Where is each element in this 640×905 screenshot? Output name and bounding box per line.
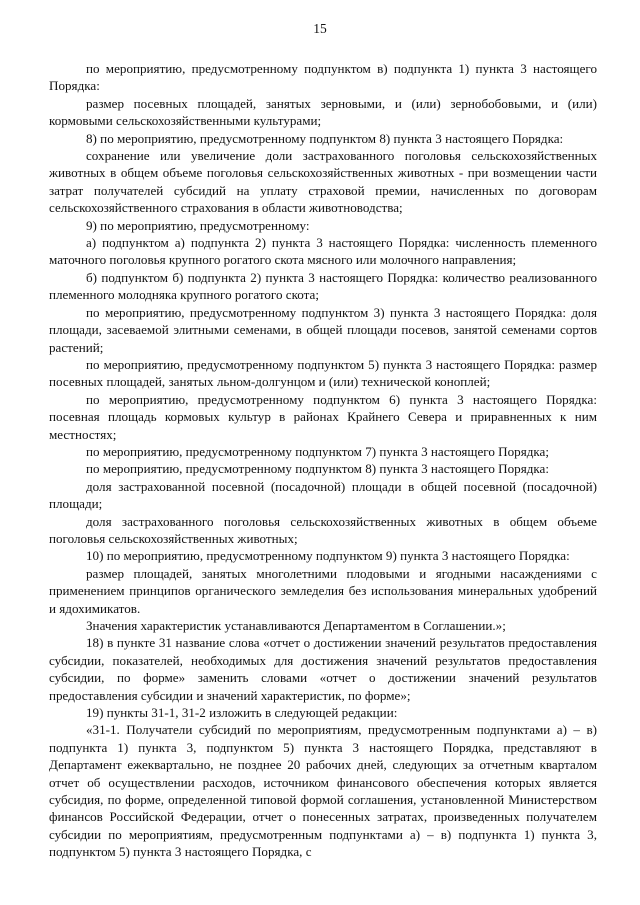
paragraph: а) подпунктом а) подпункта 2) пункта 3 настоящего Порядка: численность племенного маточного поголовья крупного рогатого скота мясного или молочного направления; <box>49 235 597 268</box>
paragraph: 10) по мероприятию, предусмотренному подпунктом 9) пункта 3 настоящего Порядка: <box>86 548 570 564</box>
paragraph: по мероприятию, предусмотренному подпунктом 6) пункта 3 настоящего Порядка: посевная площадь кормовых культур в районах Крайнего Севера и приравненных к ним местностях; <box>49 391 597 442</box>
paragraph: 19) пункты 31-1, 31-2 изложить в следующей редакции: <box>86 705 398 721</box>
paragraph: по мероприятию, предусмотренному подпунктом 3) пункта 3 настоящего Порядка: доля площади, засеваемой элитными семенами, в общей площади посевов, занятой семенами сортов растений; <box>49 304 597 355</box>
page-number: 15 <box>313 21 327 36</box>
paragraph: 18) в пункте 31 название слова «отчет о достижении значений результатов предоставления субсидии, показателей, необходимых для достижения значений результатов предоставления субсидии, по форме» заменить словами «отчет о достижении значений результатов предоставления субсидии и значений характеристик, по форме»; <box>49 635 597 703</box>
paragraph: Значения характеристик устанавливаются Департаментом в Соглашении.»; <box>86 618 506 633</box>
paragraph: 9) по мероприятию, предусмотренному: <box>86 217 310 233</box>
paragraph: «31-1. Получатели субсидий по мероприятиям, предусмотренным подпунктами а) – в) подпункта 1) пункта 3, подпунктом 5) пункта 3 настоящего Порядка, представляют в Департамент ежеквартально, не позднее 20 рабочих дней, следующих за отчетным кварталом отчет об осуществлении расходов, источником финансового обеспечения которых является субсидия, по форме, определенной типовой формой соглашения, установленной Министерством финансов Российской Федерации, отчет о понесенных затратах, произведенных получателем субсидии по мероприятиям, предусмотренным подпунктами а) – в) подпункта 1) пункта 3, подпунктом 5) пункта 3 настоящего Порядка, с <box>49 722 597 860</box>
paragraph: по мероприятию, предусмотренному подпунктом 5) пункта 3 настоящего Порядка: размер посевных площадей, занятых льном-долгунцом и (или) технической коноплей; <box>49 356 597 390</box>
paragraph: доля застрахованной посевной (посадочной) площади в общей посевной (посадочной) площади; <box>49 478 597 512</box>
document-body <box>49 60 597 861</box>
paragraph: 8) по мероприятию, предусмотренному подпунктом 8) пункта 3 настоящего Порядка: <box>86 130 564 146</box>
paragraph: по мероприятию, предусмотренному подпунктом 8) пункта 3 настоящего Порядка: <box>86 461 550 477</box>
paragraph: размер площадей, занятых многолетними плодовыми и ягодными насаждениями с применением принципов органического земледелия без использования минеральных удобрений и ядохимикатов. <box>49 565 597 616</box>
paragraph: по мероприятию, предусмотренному подпунктом 7) пункта 3 настоящего Порядка; <box>86 443 550 459</box>
paragraph: доля застрахованного поголовья сельскохозяйственных животных в общем объеме поголовья сельскохозяйственных животных; <box>49 513 597 546</box>
paragraph: по мероприятию, предусмотренному подпунктом в) подпункта 1) пункта 3 настоящего Порядка: <box>49 61 597 94</box>
paragraph: размер посевных площадей, занятых зерновыми, и (или) зернобобовыми, и (или) кормовыми сельскохозяйственными культурами; <box>49 95 597 129</box>
paragraph: сохранение или увеличение доли застрахованного поголовья сельскохозяйственных животных в общем объеме поголовья сельскохозяйственных животных - при возмещении части затрат получателей субсидий на уплату страховой премии, начисленных по договорам сельскохозяйственного страхования в области животноводства; <box>49 148 597 216</box>
paragraph: б) подпунктом б) подпункта 2) пункта 3 настоящего Порядка: количество реализованного племенного молодняка крупного рогатого скота; <box>49 269 597 303</box>
